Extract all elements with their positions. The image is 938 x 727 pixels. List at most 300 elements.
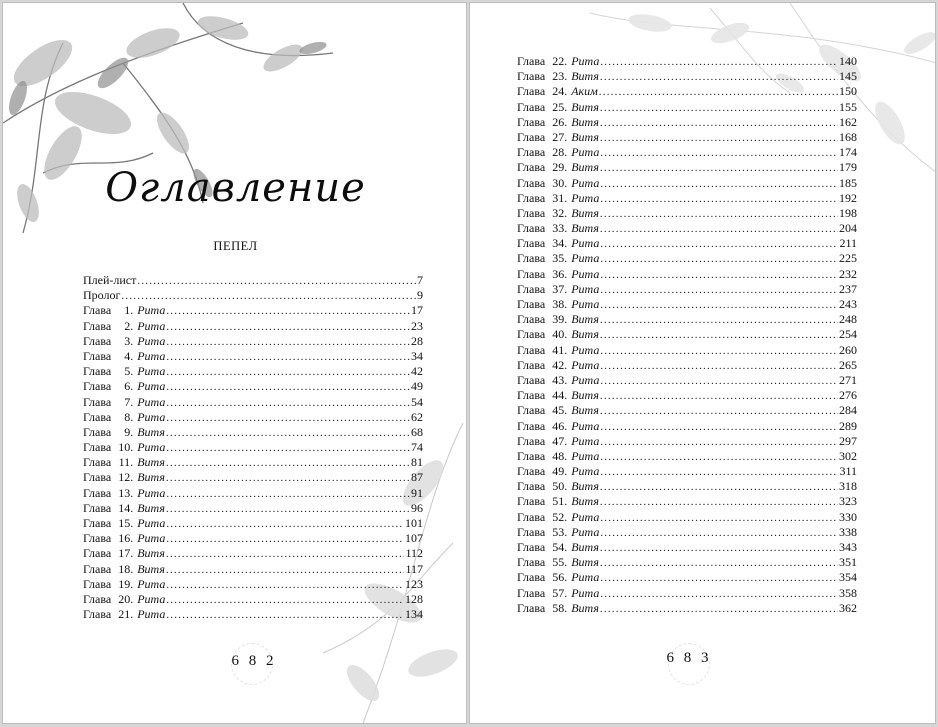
chapter-word: Глава xyxy=(83,303,112,318)
toc-entry xyxy=(83,319,423,334)
toc-entry xyxy=(517,115,857,130)
toc-entry xyxy=(517,358,857,373)
chapter-narrator: Рита xyxy=(137,485,166,500)
chapter-number: 36. xyxy=(552,266,568,281)
dot-leader xyxy=(600,313,838,328)
chapter-narrator: Витя xyxy=(571,540,599,554)
chapter-word: Глава xyxy=(83,591,112,606)
chapter-number: 45. xyxy=(552,403,568,418)
chapter-word: Глава xyxy=(83,394,112,409)
toc-entry xyxy=(517,145,857,160)
toc-entry xyxy=(517,191,857,206)
chapter-narrator: Аким xyxy=(571,84,598,99)
chapter-number: 4. xyxy=(124,348,134,363)
part-title: ПЕПЕЛ xyxy=(213,239,258,253)
dot-leader xyxy=(166,456,410,471)
toc-page-number: 318 xyxy=(839,479,857,494)
chapter-narrator: Витя xyxy=(137,470,165,485)
chapter-number: 12. xyxy=(118,470,134,485)
dot-leader xyxy=(600,207,838,222)
chapter-narrator: Рита xyxy=(137,591,166,606)
toc-entry xyxy=(517,449,857,464)
chapter-narrator: Рита xyxy=(571,357,600,372)
chapter-narrator: Витя xyxy=(571,129,599,144)
dot-leader xyxy=(166,441,410,456)
chapter-word: Глава xyxy=(517,266,546,281)
toc-entry xyxy=(83,486,423,501)
toc-page-number: 362 xyxy=(839,600,857,615)
toc-page-number: 123 xyxy=(405,576,423,591)
chapter-narrator: Рита xyxy=(571,372,600,387)
dot-leader xyxy=(600,268,838,283)
chapter-word: Глава xyxy=(517,251,546,266)
chapter-number: 16. xyxy=(118,531,134,546)
chapter-word: Глава xyxy=(517,114,546,129)
toc-page-number: 179 xyxy=(839,160,857,175)
chapter-word: Глава xyxy=(517,433,546,448)
chapter-narrator: Рита xyxy=(137,348,166,363)
chapter-narrator: Витя xyxy=(137,424,165,439)
toc-entry xyxy=(83,562,423,577)
toc-entry xyxy=(517,221,857,236)
dot-leader xyxy=(166,335,410,350)
toc-entry xyxy=(517,206,857,221)
dot-leader xyxy=(600,404,838,419)
toc-page-number: 74 xyxy=(411,440,423,455)
toc-entry xyxy=(517,251,857,266)
chapter-number: 9. xyxy=(124,424,134,439)
dot-leader xyxy=(600,571,838,586)
chapter-number: 57. xyxy=(552,585,568,600)
toc-page-number: 343 xyxy=(839,540,857,554)
dot-leader xyxy=(166,487,410,502)
chapter-narrator: Рита xyxy=(137,576,166,591)
toc-entry xyxy=(83,607,423,622)
dot-leader xyxy=(600,556,838,571)
toc-page-number: 145 xyxy=(839,69,857,84)
toc-page-number: 150 xyxy=(839,84,857,99)
chapter-narrator: Витя xyxy=(571,69,599,84)
dot-leader xyxy=(166,320,410,335)
toc-entry xyxy=(83,470,423,485)
chapter-number: 29. xyxy=(552,160,568,175)
chapter-narrator: Рита xyxy=(571,145,600,160)
toc-entry xyxy=(517,236,857,251)
chapter-number: 35. xyxy=(552,251,568,266)
toc-entry xyxy=(517,160,857,175)
chapter-number: 52. xyxy=(552,509,568,524)
toc-entry xyxy=(517,84,857,99)
dot-leader xyxy=(166,532,404,547)
toc-entry-label: Плей-лист xyxy=(83,273,137,287)
chapter-word: Глава xyxy=(83,576,112,591)
dot-leader xyxy=(166,608,404,623)
chapter-word: Глава xyxy=(83,607,112,622)
toc-page-number: 168 xyxy=(839,129,857,144)
toc-entry xyxy=(517,510,857,525)
chapter-word: Глава xyxy=(517,570,546,585)
chapter-number: 31. xyxy=(552,190,568,205)
chapter-number: 28. xyxy=(552,145,568,160)
dot-leader xyxy=(166,365,410,380)
toc-entry xyxy=(517,343,857,358)
chapter-number: 46. xyxy=(552,418,568,433)
chapter-word: Глава xyxy=(517,372,546,387)
dot-leader xyxy=(166,547,405,562)
toc-entry xyxy=(83,288,423,303)
chapter-word: Глава xyxy=(517,327,546,342)
chapter-word: Глава xyxy=(517,145,546,160)
chapter-number: 1. xyxy=(124,303,134,318)
chapter-word: Глава xyxy=(83,500,112,515)
chapter-word: Глава xyxy=(517,205,546,220)
chapter-narrator: Рита xyxy=(571,251,600,266)
chapter-narrator: Рита xyxy=(571,464,600,479)
toc-entry xyxy=(517,464,857,479)
dot-leader xyxy=(600,177,838,192)
chapter-word: Глава xyxy=(517,600,546,615)
chapter-number: 7. xyxy=(124,394,134,409)
chapter-word: Глава xyxy=(517,160,546,175)
chapter-number: 49. xyxy=(552,464,568,479)
chapter-number: 10. xyxy=(118,440,134,455)
chapter-number: 50. xyxy=(552,479,568,494)
chapter-narrator: Витя xyxy=(571,114,599,129)
dot-leader xyxy=(166,471,410,486)
chapter-word: Глава xyxy=(83,318,112,333)
toc-page-number: 81 xyxy=(411,455,423,470)
dot-leader xyxy=(600,389,838,404)
toc-page-number: 265 xyxy=(839,357,857,372)
toc-page-number: 42 xyxy=(411,364,423,379)
chapter-number: 22. xyxy=(552,54,568,68)
dot-leader xyxy=(600,161,838,176)
toc-page-number: 107 xyxy=(405,531,423,546)
chapter-number: 19. xyxy=(118,576,134,591)
chapter-number: 47. xyxy=(552,433,568,448)
toc-entry xyxy=(83,516,423,531)
dot-leader xyxy=(600,192,838,207)
toc-entry xyxy=(83,455,423,470)
toc-entry xyxy=(83,364,423,379)
chapter-narrator: Рита xyxy=(571,585,600,600)
chapter-word: Глава xyxy=(517,99,546,114)
dot-leader xyxy=(166,563,405,578)
chapter-word: Глава xyxy=(83,409,112,424)
dot-leader xyxy=(600,587,838,602)
toc-page-number: 198 xyxy=(839,205,857,220)
toc-page-number: 204 xyxy=(839,221,857,236)
chapter-number: 18. xyxy=(118,561,134,576)
chapter-word: Глава xyxy=(517,524,546,539)
chapter-narrator: Витя xyxy=(571,479,599,494)
chapter-word: Глава xyxy=(517,69,546,84)
chapter-number: 38. xyxy=(552,297,568,311)
chapter-narrator: Рита xyxy=(137,364,166,379)
toc-page-number: 271 xyxy=(839,372,857,387)
chapter-word: Глава xyxy=(83,485,112,500)
toc-entry xyxy=(517,100,857,115)
dot-leader xyxy=(166,426,410,441)
dot-leader xyxy=(600,55,838,70)
toc-page-number: 351 xyxy=(839,555,857,570)
chapter-number: 51. xyxy=(552,494,568,509)
toc-page-number: 330 xyxy=(839,509,857,524)
chapter-number: 14. xyxy=(118,500,134,515)
toc-entry xyxy=(517,540,857,555)
toc-page-number: 276 xyxy=(839,388,857,403)
toc-page-number: 49 xyxy=(411,379,423,394)
toc-entry xyxy=(517,54,857,69)
toc-page-number: 34 xyxy=(411,348,423,363)
chapter-word: Глава xyxy=(517,509,546,524)
toc-page-number: 248 xyxy=(839,312,857,327)
chapter-word: Глава xyxy=(517,448,546,463)
chapter-narrator: Рита xyxy=(571,524,600,539)
chapter-narrator: Рита xyxy=(571,570,600,585)
chapter-narrator: Витя xyxy=(571,160,599,175)
dot-leader xyxy=(166,411,410,426)
chapter-number: 24. xyxy=(552,84,568,99)
chapter-number: 5. xyxy=(124,364,134,379)
chapter-narrator: Рита xyxy=(571,175,600,190)
dot-leader xyxy=(600,328,838,343)
chapter-number: 3. xyxy=(124,333,134,348)
toc-page-number: 192 xyxy=(839,190,857,205)
chapter-narrator: Рита xyxy=(571,190,600,205)
chapter-number: 8. xyxy=(124,409,134,424)
dot-leader xyxy=(137,274,416,289)
chapter-number: 30. xyxy=(552,175,568,190)
toc-entry xyxy=(517,494,857,509)
dot-leader xyxy=(600,420,838,435)
toc-entry xyxy=(83,577,423,592)
chapter-word: Глава xyxy=(517,129,546,144)
chapter-word: Глава xyxy=(83,531,112,546)
chapter-narrator: Рита xyxy=(137,607,166,622)
toc-page-number: 311 xyxy=(839,464,857,479)
chapter-word: Глава xyxy=(517,297,546,311)
chapter-word: Глава xyxy=(517,236,546,251)
chapter-narrator: Витя xyxy=(571,555,599,570)
toc-page-number: 284 xyxy=(839,403,857,418)
toc-page-number: 101 xyxy=(405,516,423,530)
toc-page-number: 62 xyxy=(411,409,423,424)
dot-leader xyxy=(600,252,838,267)
toc-entry xyxy=(517,555,857,570)
toc-page-number: 254 xyxy=(839,327,857,342)
dot-leader xyxy=(166,517,404,532)
chapter-narrator: Рита xyxy=(571,433,600,448)
chapter-word: Глава xyxy=(517,585,546,600)
chapter-number: 39. xyxy=(552,312,568,327)
toc-page-number: 354 xyxy=(839,570,857,585)
chapter-narrator: Рита xyxy=(137,379,166,394)
toc-entry xyxy=(517,479,857,494)
toc-page-number: 140 xyxy=(839,54,857,68)
chapter-word: Глава xyxy=(517,190,546,205)
toc-page-number: 243 xyxy=(839,297,857,311)
dot-leader xyxy=(600,465,838,480)
chapter-word: Глава xyxy=(517,54,546,68)
toc-page-number: 174 xyxy=(839,145,857,160)
chapter-word: Глава xyxy=(517,357,546,372)
chapter-narrator: Рита xyxy=(571,266,600,281)
toc-page-number: 338 xyxy=(839,524,857,539)
chapter-number: 25. xyxy=(552,99,568,114)
dot-leader xyxy=(600,101,838,116)
toc-entry xyxy=(83,303,423,318)
chapter-word: Глава xyxy=(517,464,546,479)
chapter-narrator: Рита xyxy=(571,418,600,433)
chapter-word: Глава xyxy=(517,84,546,99)
chapter-narrator: Витя xyxy=(137,500,165,515)
chapter-word: Глава xyxy=(83,455,112,470)
chapter-word: Глава xyxy=(517,479,546,494)
dot-leader xyxy=(600,435,838,450)
toc-page-number: 68 xyxy=(411,424,423,439)
dot-leader xyxy=(600,374,838,389)
toc-entry xyxy=(517,570,857,585)
toc-page-number: 17 xyxy=(411,303,423,318)
dot-leader xyxy=(166,502,410,517)
dot-leader xyxy=(600,283,838,298)
toc-page-number: 302 xyxy=(839,448,857,463)
chapter-number: 41. xyxy=(552,342,568,357)
chapter-number: 53. xyxy=(552,524,568,539)
chapter-word: Глава xyxy=(83,379,112,394)
chapter-number: 26. xyxy=(552,114,568,129)
toc-page-number: 260 xyxy=(839,342,857,357)
chapter-word: Глава xyxy=(517,388,546,403)
chapter-word: Глава xyxy=(83,364,112,379)
toc-page-number: 7 xyxy=(417,273,423,287)
toc-page-number: 9 xyxy=(417,288,423,303)
chapter-number: 34. xyxy=(552,236,568,251)
toc-page-number: 23 xyxy=(411,318,423,333)
toc-entry xyxy=(83,410,423,425)
chapter-word: Глава xyxy=(83,516,112,530)
chapter-number: 11. xyxy=(118,455,134,470)
toc-entry xyxy=(83,379,423,394)
dot-leader xyxy=(121,289,416,304)
chapter-number: 33. xyxy=(552,221,568,236)
toc-entry xyxy=(83,334,423,349)
dot-leader xyxy=(599,85,838,100)
chapter-narrator: Рита xyxy=(571,297,600,311)
dot-leader xyxy=(600,450,838,465)
toc-entry xyxy=(83,592,423,607)
toc-page-number: 211 xyxy=(839,236,857,251)
chapter-word: Глава xyxy=(517,555,546,570)
chapter-word: Глава xyxy=(83,424,112,439)
toc-entry xyxy=(517,419,857,434)
toc-page-number: 54 xyxy=(411,394,423,409)
toc-page-number: 237 xyxy=(839,281,857,296)
chapter-number: 17. xyxy=(118,546,134,561)
chapter-number: 6. xyxy=(124,379,134,394)
chapter-word: Глава xyxy=(83,546,112,561)
chapter-number: 15. xyxy=(118,516,134,530)
toc-entry xyxy=(517,176,857,191)
dot-leader xyxy=(600,298,838,313)
chapter-narrator: Витя xyxy=(137,455,165,470)
toc-entry xyxy=(517,327,857,342)
chapter-narrator: Рита xyxy=(571,281,600,296)
dot-leader xyxy=(166,350,410,365)
chapter-number: 58. xyxy=(552,600,568,615)
chapter-word: Глава xyxy=(83,440,112,455)
toc-page-number: 185 xyxy=(839,175,857,190)
chapter-word: Глава xyxy=(517,540,546,554)
dot-leader xyxy=(166,396,410,411)
toc-entry xyxy=(517,601,857,616)
toc-page-number: 128 xyxy=(405,591,423,606)
dot-leader xyxy=(166,304,410,319)
dot-leader xyxy=(166,380,410,395)
toc-entry xyxy=(517,267,857,282)
chapter-number: 40. xyxy=(552,327,568,342)
chapter-narrator: Рита xyxy=(137,409,166,424)
toc-page-number: 91 xyxy=(411,485,423,500)
toc-page-number: 323 xyxy=(839,494,857,509)
chapter-word: Глава xyxy=(517,403,546,418)
toc-entry xyxy=(517,388,857,403)
chapter-narrator: Витя xyxy=(571,99,599,114)
chapter-narrator: Рита xyxy=(571,509,600,524)
dot-leader xyxy=(600,70,838,85)
dot-leader xyxy=(600,526,838,541)
toc-entry xyxy=(517,586,857,601)
dot-leader xyxy=(600,237,838,252)
toc-list-left xyxy=(83,273,423,622)
chapter-narrator: Рита xyxy=(571,236,600,251)
chapter-word: Глава xyxy=(83,561,112,576)
dot-leader xyxy=(600,359,838,374)
chapter-word: Глава xyxy=(517,342,546,357)
chapter-narrator: Рита xyxy=(571,448,600,463)
toc-page-number: 28 xyxy=(411,333,423,348)
toc-entry xyxy=(517,312,857,327)
toc-entry xyxy=(83,425,423,440)
chapter-narrator: Рита xyxy=(571,342,600,357)
dot-leader xyxy=(600,344,838,359)
dot-leader xyxy=(600,131,838,146)
toc-entry xyxy=(83,273,423,288)
chapter-word: Глава xyxy=(83,348,112,363)
chapter-word: Глава xyxy=(517,494,546,509)
chapter-narrator: Витя xyxy=(571,327,599,342)
chapter-narrator: Витя xyxy=(571,312,599,327)
chapter-number: 42. xyxy=(552,357,568,372)
toc-page-number: 96 xyxy=(411,500,423,515)
toc-entry xyxy=(517,403,857,418)
chapter-narrator: Рита xyxy=(137,394,166,409)
chapter-narrator: Витя xyxy=(571,221,599,236)
chapter-narrator: Витя xyxy=(571,205,599,220)
toc-entry xyxy=(517,373,857,388)
chapter-word: Глава xyxy=(83,333,112,348)
page-number-left: 6 8 2 xyxy=(231,653,277,669)
dot-leader xyxy=(166,593,404,608)
chapter-number: 44. xyxy=(552,388,568,403)
toc-entry xyxy=(83,501,423,516)
chapter-number: 21. xyxy=(118,607,134,622)
chapter-number: 13. xyxy=(118,485,134,500)
toc-page-number: 117 xyxy=(405,561,423,576)
toc-page-number: 112 xyxy=(405,546,423,561)
chapter-number: 48. xyxy=(552,448,568,463)
